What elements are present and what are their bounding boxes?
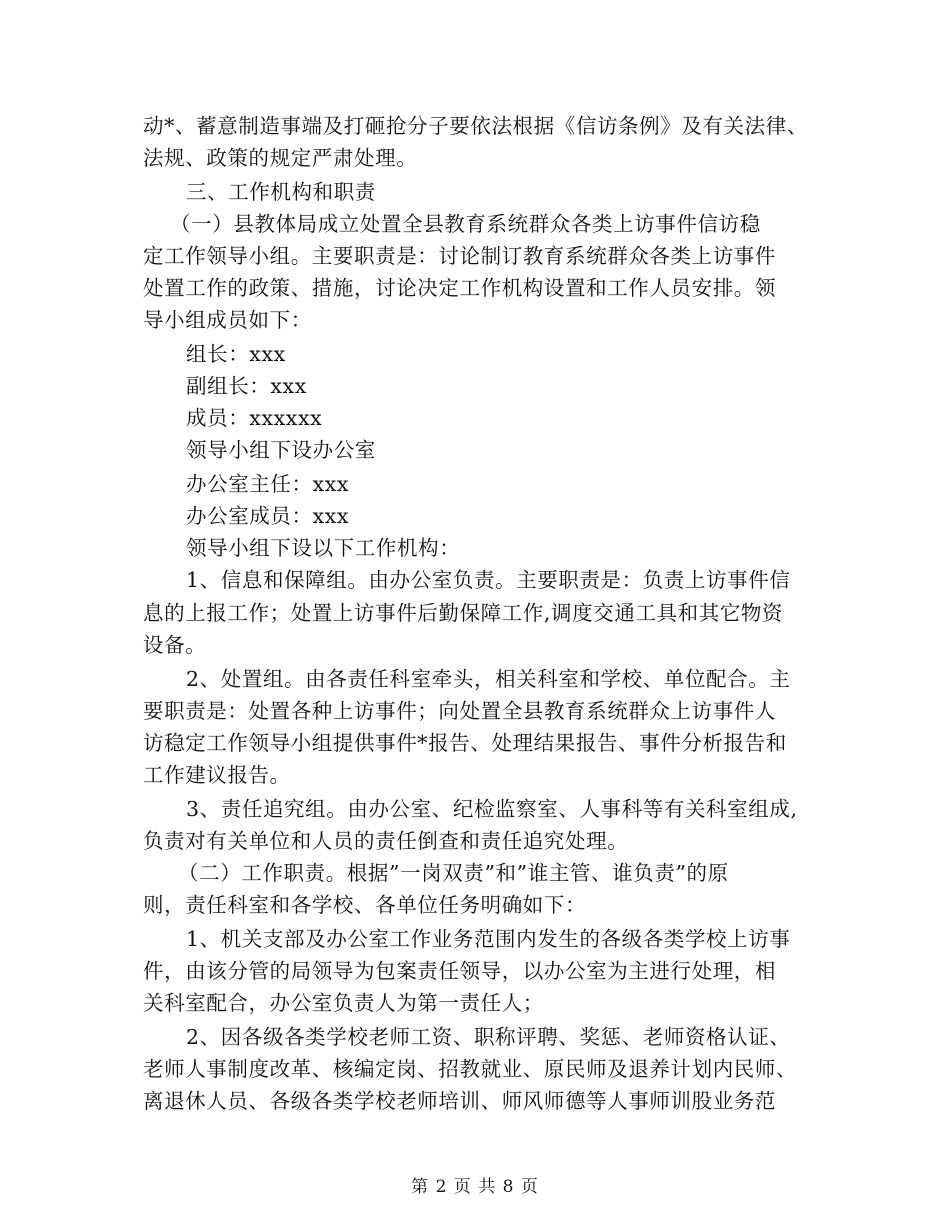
text-line: 定工作领导小组。主要职责是：讨论制订教育系统群众各类上访事件 [143, 244, 776, 268]
text-line: 离退休人员、各级各类学校老师培训、师风师德等人事师训股业务范 [143, 1089, 776, 1113]
text-line: 访稳定工作领导小组提供事件*报告、处理结果报告、事件分析报告和 [143, 731, 787, 755]
text-line: 法规、政策的规定严肃处理。 [143, 146, 418, 170]
text-line: （一）县教体局成立处置全县教育系统群众各类上访事件信访稳 [170, 212, 761, 236]
text-line: 设备。 [143, 633, 207, 657]
text-line: 关科室配合，办公室负责人为第一责任人； [143, 991, 544, 1015]
text-line: 老师人事制度改革、核编定岗、招教就业、原民师及退养计划内民师、 [143, 1057, 798, 1081]
text-line: 组长：xxx [186, 342, 286, 366]
text-line: 2、处置组。由各责任科室牵头，相关科室和学校、单位配合。主 [186, 667, 791, 691]
text-line: 成员：xxxxxx [186, 406, 323, 430]
text-line: 1、机关支部及办公室工作业务范围内发生的各级各类学校上访事 [186, 927, 791, 951]
text-line: 领导小组下设办公室 [186, 438, 376, 462]
text-line: 工作建议报告。 [143, 763, 291, 787]
text-line: 处置工作的政策、措施，讨论决定工作机构设置和工作人员安排。领 [143, 276, 776, 300]
text-line: 动*、蓄意制造事端及打砸抢分子要依法根据《信访条例》及有关法律、 [143, 114, 808, 138]
text-line: 2、因各级各类学校老师工资、职称评聘、奖惩、老师资格认证、 [186, 1025, 791, 1049]
text-line: 要职责是：处置各种上访事件；向处置全县教育系统群众上访事件人 [143, 699, 776, 723]
text-line: 息的上报工作；处置上访事件后勤保障工作,调度交通工具和其它物资 [143, 601, 784, 625]
text-line: 件，由该分管的局领导为包案责任领导，以办公室为主进行处理，相 [143, 959, 776, 983]
text-line: 办公室主任：xxx [186, 472, 350, 496]
text-line: （二）工作职责。根据”一岗双责”和”谁主管、谁负责”的原 [178, 861, 729, 885]
text-line: 3、责任追究组。由办公室、纪检监察室、人事科等有关科室组成, [186, 797, 798, 821]
text-line: 则，责任科室和各学校、各单位任务明确如下： [143, 893, 587, 917]
page-number-footer: 第 2 页 共 8 页 [411, 1177, 539, 1197]
text-line: 1、信息和保障组。由办公室负责。主要职责是：负责上访事件信 [186, 568, 791, 592]
text-line: 办公室成员：xxx [186, 504, 350, 528]
text-line: 导小组成员如下： [143, 308, 312, 332]
section-heading: 三、工作机构和职责 [186, 180, 376, 204]
text-line: 领导小组下设以下工作机构： [186, 536, 461, 560]
text-line: 副组长：xxx [186, 374, 307, 398]
text-line: 负责对有关单位和人员的责任倒查和责任追究处理。 [143, 829, 629, 853]
